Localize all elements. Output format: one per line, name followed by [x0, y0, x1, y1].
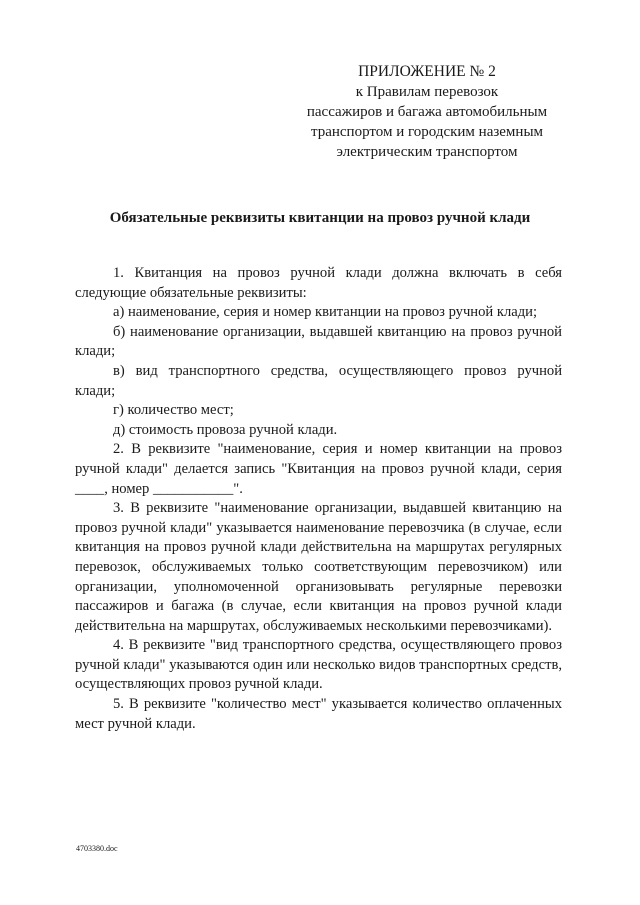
document-body — [75, 264, 562, 734]
paragraph-1d: г) количество мест; — [113, 402, 234, 419]
appendix-line-4: электрическим транспортом — [336, 144, 518, 160]
paragraph-1a: а) наименование, серия и номер квитанции на провоз ручной клади; — [113, 304, 538, 321]
appendix-block — [288, 62, 566, 162]
paragraph-1c: в) вид транспортного средства, осуществляющего провоз ручной клади; — [75, 362, 562, 399]
paragraph-1e: д) стоимость провоза ручной клади. — [113, 421, 338, 438]
appendix-line-2: пассажиров и багажа автомобильным — [306, 104, 548, 120]
document-title: Обязательные реквизиты квитанции на провоз ручной клади — [109, 210, 531, 226]
appendix-line-3: транспортом и городским наземным — [310, 124, 544, 140]
paragraph-1: 1. Квитанция на провоз ручной клади должна включать в себя следующие обязательные реквизиты: — [75, 265, 562, 301]
paragraph-3: 3. В реквизите "наименование организации, выдавшей квитанцию на провоз ручной клади" указывается наименование перевозчика (в случае, если квитанция на провоз ручной клади действительна на маршрутах регулярных перевозок, обслуживаемых только соответствующим перевозчиком) или организации, уполномоченной организовывать регулярные перевозки пассажиров и багажа (в случае, если квитанция на провоз ручной клади действительна на маршрутах, обслуживаемых несколькими перевозчиками). — [75, 500, 562, 634]
paragraph-1b: б) наименование организации, выдавшей квитанцию на провоз ручной клади; — [75, 323, 562, 360]
appendix-line-1: к Правилам перевозок — [355, 84, 499, 100]
paragraph-5: 5. В реквизите "количество мест" указывается количество оплаченных мест ручной клади. — [75, 696, 562, 732]
paragraph-2: 2. В реквизите "наименование, серия и номер квитанции на провоз ручной клади" делается запись "Квитанция на провоз ручной клади, серия ____, номер ___________". — [75, 441, 562, 497]
paragraph-4: 4. В реквизите "вид транспортного средства, осуществляющего провоз ручной клади" указываются один или несколько видов транспортных средств, осуществляющих провоз ручной клади. — [75, 637, 562, 693]
footer-filename: 4703380.doc — [76, 844, 118, 853]
appendix-heading: ПРИЛОЖЕНИЕ № 2 — [358, 63, 496, 80]
